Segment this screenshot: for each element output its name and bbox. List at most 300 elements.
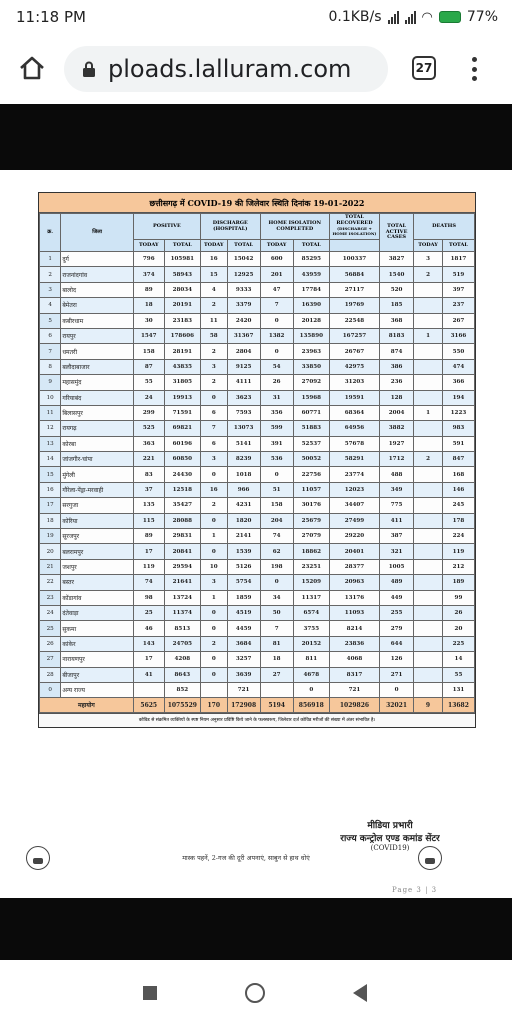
table-row <box>40 390 475 405</box>
cell-value: 2 <box>200 298 227 313</box>
cell-value: 35427 <box>164 498 200 513</box>
cell-value: 1712 <box>380 452 414 467</box>
cell-value: 24 <box>133 390 164 405</box>
table-footnote: कोविड से संक्रमित व्यक्तियों के स्पष्ट नियम अनुसार प्रविष्टि किये जाने के फलस्वरूप, जिलेवार दर्ज कोविड मरीजों की संख्या में अंतर संभावित है। <box>39 713 475 727</box>
cell-value <box>414 390 443 405</box>
cell-district: मुंगेली <box>61 467 133 482</box>
cell-value: 204 <box>260 513 293 528</box>
cell-value: 50052 <box>293 452 329 467</box>
cell-value: 89 <box>133 529 164 544</box>
cell-value: 271 <box>380 667 414 682</box>
cell-value: 245 <box>442 498 474 513</box>
cell-sno: 17 <box>40 498 61 513</box>
cell-value: 1 <box>414 405 443 420</box>
cell-value: 847 <box>442 452 474 467</box>
slogan-line <box>20 846 492 872</box>
cell-value: 178606 <box>164 328 200 343</box>
cell-district: राजनांदगांव <box>61 267 133 282</box>
cell-value: 0 <box>200 667 227 682</box>
cell-value: 966 <box>227 482 260 497</box>
total-recovered-label: TOTAL RECOVERED <box>336 214 373 226</box>
cell-value <box>414 590 443 605</box>
header-sno: क्र. <box>40 214 61 252</box>
cell-value: 11057 <box>293 482 329 497</box>
table-row <box>40 621 475 636</box>
cell-value: 185 <box>380 298 414 313</box>
cell-value: 2 <box>200 375 227 390</box>
table-row <box>40 513 475 528</box>
cell-sno: 16 <box>40 482 61 497</box>
cell-value: 31 <box>260 390 293 405</box>
total-value: 32021 <box>380 698 414 713</box>
cell-value <box>414 313 443 328</box>
cell-value: 31367 <box>227 328 260 343</box>
total-recovered-sublabel: (DISCHARGE + HOME ISOLATION) <box>332 225 377 237</box>
cell-value: 52537 <box>293 436 329 451</box>
battery-icon <box>439 11 461 23</box>
table-row <box>40 436 475 451</box>
cell-value: 0 <box>200 544 227 559</box>
cell-value: 15042 <box>227 252 260 267</box>
cell-value: 5754 <box>227 575 260 590</box>
cell-value: 43959 <box>293 267 329 282</box>
back-icon[interactable] <box>353 984 367 1002</box>
header-today: TODAY <box>260 240 293 252</box>
header-total-recovered <box>329 214 379 240</box>
cell-value: 135 <box>133 498 164 513</box>
cell-sno: 18 <box>40 513 61 528</box>
cell-value: 489 <box>380 575 414 590</box>
cell-value <box>414 375 443 390</box>
cell-value: 1005 <box>380 559 414 574</box>
cell-value: 3827 <box>380 252 414 267</box>
cell-value: 189 <box>442 575 474 590</box>
cell-value: 519 <box>442 267 474 282</box>
cell-value <box>414 282 443 297</box>
cell-value: 3639 <box>227 667 260 682</box>
cell-value: 299 <box>133 405 164 420</box>
cell-value: 83 <box>133 467 164 482</box>
lock-icon <box>82 61 96 77</box>
cell-value: 7593 <box>227 405 260 420</box>
cell-sno: 5 <box>40 313 61 328</box>
cell-district: कांकेर <box>61 636 133 651</box>
table-body <box>40 252 475 713</box>
cell-value: 4459 <box>227 621 260 636</box>
cell-sno: 8 <box>40 359 61 374</box>
cell-value: 27092 <box>293 375 329 390</box>
cell-value: 8317 <box>329 667 379 682</box>
cell-district: गरियाबंद <box>61 390 133 405</box>
cell-value: 12518 <box>164 482 200 497</box>
cell-value: 874 <box>380 344 414 359</box>
cell-value: 74 <box>133 575 164 590</box>
table-row <box>40 467 475 482</box>
cell-value <box>200 682 227 697</box>
cell-district: सरगुजा <box>61 498 133 513</box>
cell-value: 26 <box>260 375 293 390</box>
table-row <box>40 421 475 436</box>
cell-value: 321 <box>380 544 414 559</box>
cell-value: 0 <box>260 344 293 359</box>
cell-value: 411 <box>380 513 414 528</box>
cell-value: 6574 <box>293 605 329 620</box>
cell-district: जांजगीर-चांपा <box>61 452 133 467</box>
cell-sno: 6 <box>40 328 61 343</box>
cell-value: 13724 <box>164 590 200 605</box>
table-row <box>40 298 475 313</box>
cell-value: 21641 <box>164 575 200 590</box>
cell-value: 796 <box>133 252 164 267</box>
cell-value: 775 <box>380 498 414 513</box>
cell-sno: 13 <box>40 436 61 451</box>
cell-value: 3257 <box>227 652 260 667</box>
cell-value: 167257 <box>329 328 379 343</box>
cell-district: बीजापुर <box>61 667 133 682</box>
cell-value: 19913 <box>164 390 200 405</box>
cell-value <box>260 682 293 697</box>
cell-value: 74 <box>260 529 293 544</box>
cell-value: 2004 <box>380 405 414 420</box>
cell-district: सूरजपुर <box>61 529 133 544</box>
cell-value: 2 <box>200 498 227 513</box>
cell-value: 721 <box>329 682 379 697</box>
cell-value: 19769 <box>329 298 379 313</box>
cell-value: 20 <box>442 621 474 636</box>
cell-value: 12023 <box>329 482 379 497</box>
cell-value: 68364 <box>329 405 379 420</box>
cell-value: 644 <box>380 636 414 651</box>
slogan-text: मास्क पहनें, 2-गज की दूरी अपनाएं, साबुन से हाथ धोएं <box>182 854 310 862</box>
table-row <box>40 328 475 343</box>
cell-district: कबीरधाम <box>61 313 133 328</box>
cell-value: 69821 <box>164 421 200 436</box>
cell-value: 28088 <box>164 513 200 528</box>
header-today: TODAY <box>200 240 227 252</box>
cell-value: 0 <box>260 313 293 328</box>
cell-value: 255 <box>380 605 414 620</box>
home-nav-icon[interactable] <box>245 983 265 1003</box>
cell-value: 18 <box>260 652 293 667</box>
cell-district: गौरेला-पेंड्रा-मरवाही <box>61 482 133 497</box>
cell-district: बलरामपुर <box>61 544 133 559</box>
cell-value <box>414 298 443 313</box>
cell-value: 267 <box>442 313 474 328</box>
cell-value: 279 <box>380 621 414 636</box>
cell-district: बालोद <box>61 282 133 297</box>
cell-sno: 25 <box>40 621 61 636</box>
cell-value: 4208 <box>164 652 200 667</box>
cell-value: 16390 <box>293 298 329 313</box>
cell-value: 10 <box>200 559 227 574</box>
cell-value: 23183 <box>164 313 200 328</box>
cell-value: 18 <box>133 298 164 313</box>
cell-value: 5141 <box>227 436 260 451</box>
cell-value: 55 <box>133 375 164 390</box>
cell-value: 3755 <box>293 621 329 636</box>
header-total: TOTAL <box>164 240 200 252</box>
cell-sno: 23 <box>40 590 61 605</box>
cell-value: 23251 <box>293 559 329 574</box>
cell-value: 0 <box>293 682 329 697</box>
cell-value: 2 <box>200 636 227 651</box>
cell-value: 525 <box>133 421 164 436</box>
cell-value: 1 <box>414 328 443 343</box>
cell-value <box>414 667 443 682</box>
cell-value: 1223 <box>442 405 474 420</box>
total-label: महायोग <box>40 698 134 713</box>
cell-value: 1927 <box>380 436 414 451</box>
cell-sno: 21 <box>40 559 61 574</box>
cell-sno: 19 <box>40 529 61 544</box>
cell-value: 3623 <box>227 390 260 405</box>
cell-value: 2420 <box>227 313 260 328</box>
cell-value: 25 <box>133 605 164 620</box>
cell-value: 26767 <box>329 344 379 359</box>
recents-icon[interactable] <box>143 986 157 1000</box>
cell-value: 221 <box>133 452 164 467</box>
cell-value: 0 <box>200 390 227 405</box>
total-value: 5625 <box>133 698 164 713</box>
table-row <box>40 313 475 328</box>
cell-value: 20191 <box>164 298 200 313</box>
table-row <box>40 267 475 282</box>
cell-value <box>414 621 443 636</box>
signal-icon <box>388 10 399 24</box>
cell-district: धमतरी <box>61 344 133 359</box>
cell-value <box>414 482 443 497</box>
cell-value: 1 <box>200 529 227 544</box>
cell-value: 25679 <box>293 513 329 528</box>
cell-value: 4068 <box>329 652 379 667</box>
cell-sno: 22 <box>40 575 61 590</box>
header-home-isolation: HOME ISOLATION COMPLETED <box>260 214 329 240</box>
table-row <box>40 405 475 420</box>
cell-value: 13073 <box>227 421 260 436</box>
wifi-icon: ◠ <box>421 9 433 25</box>
cell-value: 449 <box>380 590 414 605</box>
cell-value: 7 <box>200 421 227 436</box>
cell-value: 15968 <box>293 390 329 405</box>
cell-value: 224 <box>442 529 474 544</box>
cell-district: अन्य राज्य <box>61 682 133 697</box>
cell-district: जशपुर <box>61 559 133 574</box>
cell-value <box>414 529 443 544</box>
cell-value: 43835 <box>164 359 200 374</box>
cell-value: 600 <box>260 252 293 267</box>
cell-value: 4 <box>200 282 227 297</box>
overflow-menu-icon[interactable] <box>466 54 482 84</box>
cell-value: 87 <box>133 359 164 374</box>
total-value: 5194 <box>260 698 293 713</box>
cell-value: 212 <box>442 559 474 574</box>
cell-value: 1382 <box>260 328 293 343</box>
cell-value <box>414 421 443 436</box>
url-bar[interactable] <box>64 46 388 92</box>
table-row <box>40 529 475 544</box>
header-district: जिला <box>61 214 133 252</box>
cell-value: 4678 <box>293 667 329 682</box>
cell-value: 11093 <box>329 605 379 620</box>
cell-value: 27117 <box>329 282 379 297</box>
cell-value: 81 <box>260 636 293 651</box>
cell-value: 128 <box>380 390 414 405</box>
cell-value <box>414 559 443 574</box>
cell-value <box>414 544 443 559</box>
cell-value: 34 <box>260 590 293 605</box>
table-row <box>40 252 475 267</box>
cell-value: 366 <box>442 375 474 390</box>
cell-value: 386 <box>380 359 414 374</box>
cell-value: 119 <box>133 559 164 574</box>
cell-value <box>414 636 443 651</box>
total-value: 856918 <box>293 698 329 713</box>
cell-value: 126 <box>380 652 414 667</box>
cell-value: 64956 <box>329 421 379 436</box>
table-row <box>40 452 475 467</box>
total-value: 172908 <box>227 698 260 713</box>
cell-value: 29220 <box>329 529 379 544</box>
cell-value: 6 <box>200 436 227 451</box>
cell-value: 374 <box>133 267 164 282</box>
cell-value: 7 <box>260 621 293 636</box>
android-nav-bar <box>0 960 512 1024</box>
document-title: छत्तीसगढ़ में COVID-19 की जिलेवार स्थिति दिनांक 19-01-2022 <box>39 193 475 213</box>
cell-value: 60850 <box>164 452 200 467</box>
cell-value: 1 <box>200 590 227 605</box>
cell-sno: 2 <box>40 267 61 282</box>
cell-value: 0 <box>200 621 227 636</box>
cell-district: बस्तर <box>61 575 133 590</box>
cell-value: 51 <box>260 482 293 497</box>
cell-value: 19591 <box>329 390 379 405</box>
cell-value: 158 <box>260 498 293 513</box>
cell-value: 119 <box>442 544 474 559</box>
cell-value: 6 <box>200 405 227 420</box>
cell-value <box>414 513 443 528</box>
cell-district: दुर्ग <box>61 252 133 267</box>
cell-value: 4519 <box>227 605 260 620</box>
cell-value: 20128 <box>293 313 329 328</box>
header-total: TOTAL <box>442 240 474 252</box>
header-deaths: DEATHS <box>414 214 475 240</box>
cell-value: 105981 <box>164 252 200 267</box>
cell-value: 27499 <box>329 513 379 528</box>
status-icons <box>328 9 498 25</box>
header-today: TODAY <box>414 240 443 252</box>
cell-value: 0 <box>200 467 227 482</box>
cell-value: 41 <box>133 667 164 682</box>
cell-sno: 9 <box>40 375 61 390</box>
cell-value: 1539 <box>227 544 260 559</box>
cell-value: 22756 <box>293 467 329 482</box>
cell-value: 2 <box>414 267 443 282</box>
cell-value: 178 <box>442 513 474 528</box>
cell-value: 0 <box>200 605 227 620</box>
total-row <box>40 698 475 713</box>
cell-district: नारायणपुर <box>61 652 133 667</box>
table-row <box>40 282 475 297</box>
cell-value: 16 <box>200 252 227 267</box>
document-image <box>0 170 512 900</box>
cell-sno: 0 <box>40 682 61 697</box>
cell-district: महासमुंद <box>61 375 133 390</box>
cell-value: 0 <box>200 652 227 667</box>
home-icon[interactable] <box>18 54 46 82</box>
cell-value: 0 <box>380 682 414 697</box>
cell-value: 143 <box>133 636 164 651</box>
cell-value: 13176 <box>329 590 379 605</box>
cell-value: 599 <box>260 421 293 436</box>
cell-value: 811 <box>293 652 329 667</box>
cell-value: 146 <box>442 482 474 497</box>
cell-value: 62 <box>260 544 293 559</box>
cell-sno: 10 <box>40 390 61 405</box>
cell-value <box>414 359 443 374</box>
cell-value: 27079 <box>293 529 329 544</box>
cell-value: 852 <box>164 682 200 697</box>
cell-value: 201 <box>260 267 293 282</box>
cell-value: 54 <box>260 359 293 374</box>
cell-value: 37 <box>133 482 164 497</box>
cell-sno: 14 <box>40 452 61 467</box>
cell-value: 17 <box>133 652 164 667</box>
cell-value: 50 <box>260 605 293 620</box>
cell-value: 1540 <box>380 267 414 282</box>
cell-value: 7 <box>260 298 293 313</box>
cell-value: 391 <box>260 436 293 451</box>
cell-district: कोरिया <box>61 513 133 528</box>
cell-value: 12925 <box>227 267 260 282</box>
cell-value: 71591 <box>164 405 200 420</box>
cell-value: 2804 <box>227 344 260 359</box>
cell-value: 0 <box>260 467 293 482</box>
cell-value: 27 <box>260 667 293 682</box>
cell-value: 198 <box>260 559 293 574</box>
table-row <box>40 575 475 590</box>
cell-district: कोंडागांव <box>61 590 133 605</box>
cell-value: 20401 <box>329 544 379 559</box>
cell-district: दंतेवाड़ा <box>61 605 133 620</box>
table-row <box>40 682 475 697</box>
table-row <box>40 652 475 667</box>
cell-sno: 24 <box>40 605 61 620</box>
tab-switcher-button[interactable] <box>412 56 436 80</box>
cell-value: 363 <box>133 436 164 451</box>
cell-value: 23963 <box>293 344 329 359</box>
tab-count: 27 <box>415 61 433 75</box>
cell-sno: 27 <box>40 652 61 667</box>
signature-line-2: राज्य कन्ट्रोल एण्ड कमांड सेंटर <box>340 834 440 844</box>
cell-value: 28191 <box>164 344 200 359</box>
cell-value: 51883 <box>293 421 329 436</box>
cell-value: 8183 <box>380 328 414 343</box>
cell-value: 356 <box>260 405 293 420</box>
cell-value: 536 <box>260 452 293 467</box>
cell-value: 23774 <box>329 467 379 482</box>
cell-value: 11317 <box>293 590 329 605</box>
cell-district: बिलासपुर <box>61 405 133 420</box>
cell-value: 474 <box>442 359 474 374</box>
cell-sno: 28 <box>40 667 61 682</box>
table-row <box>40 544 475 559</box>
cell-value: 8214 <box>329 621 379 636</box>
cell-value: 225 <box>442 636 474 651</box>
table-row <box>40 498 475 513</box>
cell-district: रायपुर <box>61 328 133 343</box>
cell-value: 14 <box>442 652 474 667</box>
cell-value <box>414 467 443 482</box>
